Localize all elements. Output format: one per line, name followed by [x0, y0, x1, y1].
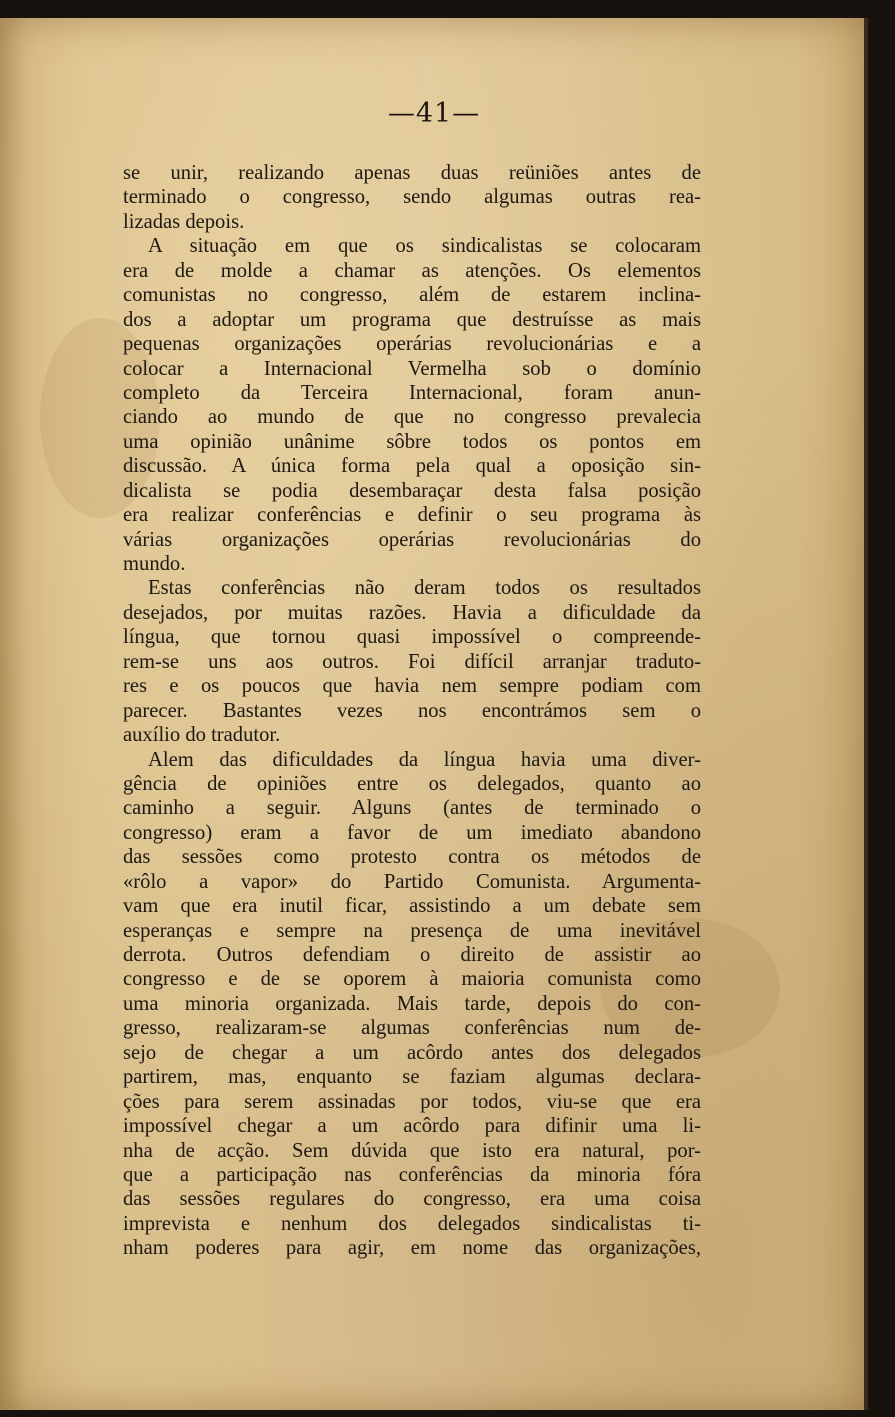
text-line: mundo.: [123, 553, 186, 575]
text-line: completo da Terceira Internacional, foram anun-: [123, 381, 701, 404]
text-line: vam que era inutil ficar, assistindo a um debate sem: [123, 895, 701, 918]
text-line: pequenas organizações operárias revolucionárias e a: [123, 333, 701, 356]
text-line: congresso e de se oporem à maioria comunista como: [123, 968, 701, 991]
text-line: «rôlo a vapor» do Partido Comunista. Argumenta-: [123, 870, 701, 893]
text-line: era realizar conferências e definir o seu programa às: [123, 504, 701, 527]
text-line: nham poderes para agir, em nome das organizações,: [123, 1237, 701, 1260]
text-line: derrota. Outros defendiam o direito de assistir ao: [123, 944, 701, 966]
text-line: desejados, por muitas razões. Havia a dificuldade da: [123, 601, 701, 624]
text-line: comunistas no congresso, além de estarem inclina-: [123, 284, 701, 307]
text-line: imprevista e nenhum dos delegados sindicalistas ti-: [123, 1212, 701, 1235]
text-line: gresso, realizaram-se algumas conferências num de-: [123, 1017, 701, 1040]
text-line: se unir, realizando apenas duas reüniões antes de: [123, 162, 701, 184]
text-line: res e os poucos que havia nem sempre podiam com: [123, 675, 701, 698]
text-line: caminho a seguir. Alguns (antes de terminado o: [123, 797, 701, 820]
text-line: colocar a Internacional Vermelha sob o domínio: [123, 357, 701, 380]
text-line: que a participação nas conferências da minoria fóra: [123, 1163, 701, 1186]
text-line: lizadas depois.: [123, 210, 245, 233]
text-line: discussão. A única forma pela qual a oposição sin-: [123, 455, 701, 478]
text-line: uma opinião unânime sôbre todos os pontos em: [123, 430, 701, 453]
text-line: auxílio do tradutor.: [123, 724, 281, 747]
text-line: dicalista se podia desembaraçar desta falsa posição: [123, 479, 701, 502]
text-line: das sessões como protesto contra os métodos de: [123, 846, 701, 869]
text-line: ções para serem assinadas por todos, viu-se que era: [123, 1090, 701, 1113]
text-line: congresso) eram a favor de um imediato abandono: [123, 821, 701, 844]
text-line: ciando ao mundo de que no congresso prevalecia: [123, 406, 701, 429]
book-page: [0, 18, 868, 1410]
text-line: gência de opiniões entre os delegados, quanto ao: [123, 772, 701, 795]
text-line: sejo de chegar a um acôrdo antes dos delegados: [123, 1041, 701, 1064]
text-line: Alem das dificuldades da língua havia uma diver-: [148, 748, 701, 771]
text-line: rem-se uns aos outros. Foi difícil arranjar traduto-: [123, 650, 701, 673]
text-line: uma minoria organizada. Mais tarde, depois do con-: [123, 992, 701, 1015]
text-line: língua, que tornou quasi impossível o compreende-: [123, 626, 701, 649]
text-line: Estas conferências não deram todos os resultados: [148, 577, 701, 600]
text-line: várias organizações operárias revolucionárias do: [123, 528, 701, 551]
text-line: impossível chegar a um acôrdo para difinir uma li-: [123, 1115, 701, 1138]
text-line: dos a adoptar um programa que destruísse as mais: [123, 308, 701, 331]
text-line: partirem, mas, enquanto se faziam algumas declara-: [123, 1066, 701, 1089]
text-line: esperanças e sempre na presença de uma inevitável: [123, 919, 701, 942]
text-line: das sessões regulares do congresso, era uma coisa: [123, 1188, 701, 1211]
page-number: —41—: [387, 98, 481, 129]
text-line: era de molde a chamar as atenções. Os elementos: [123, 259, 701, 282]
text-line: parecer. Bastantes vezes nos encontrámos sem o: [123, 699, 701, 722]
text-line: A situação em que os sindicalistas se colocaram: [148, 235, 701, 258]
text-line: terminado o congresso, sendo algumas outras rea-: [123, 186, 701, 209]
body-text: [123, 161, 701, 1261]
page-edge: [864, 18, 868, 1410]
text-line: nha de acção. Sem dúvida que isto era natural, por-: [123, 1139, 701, 1162]
